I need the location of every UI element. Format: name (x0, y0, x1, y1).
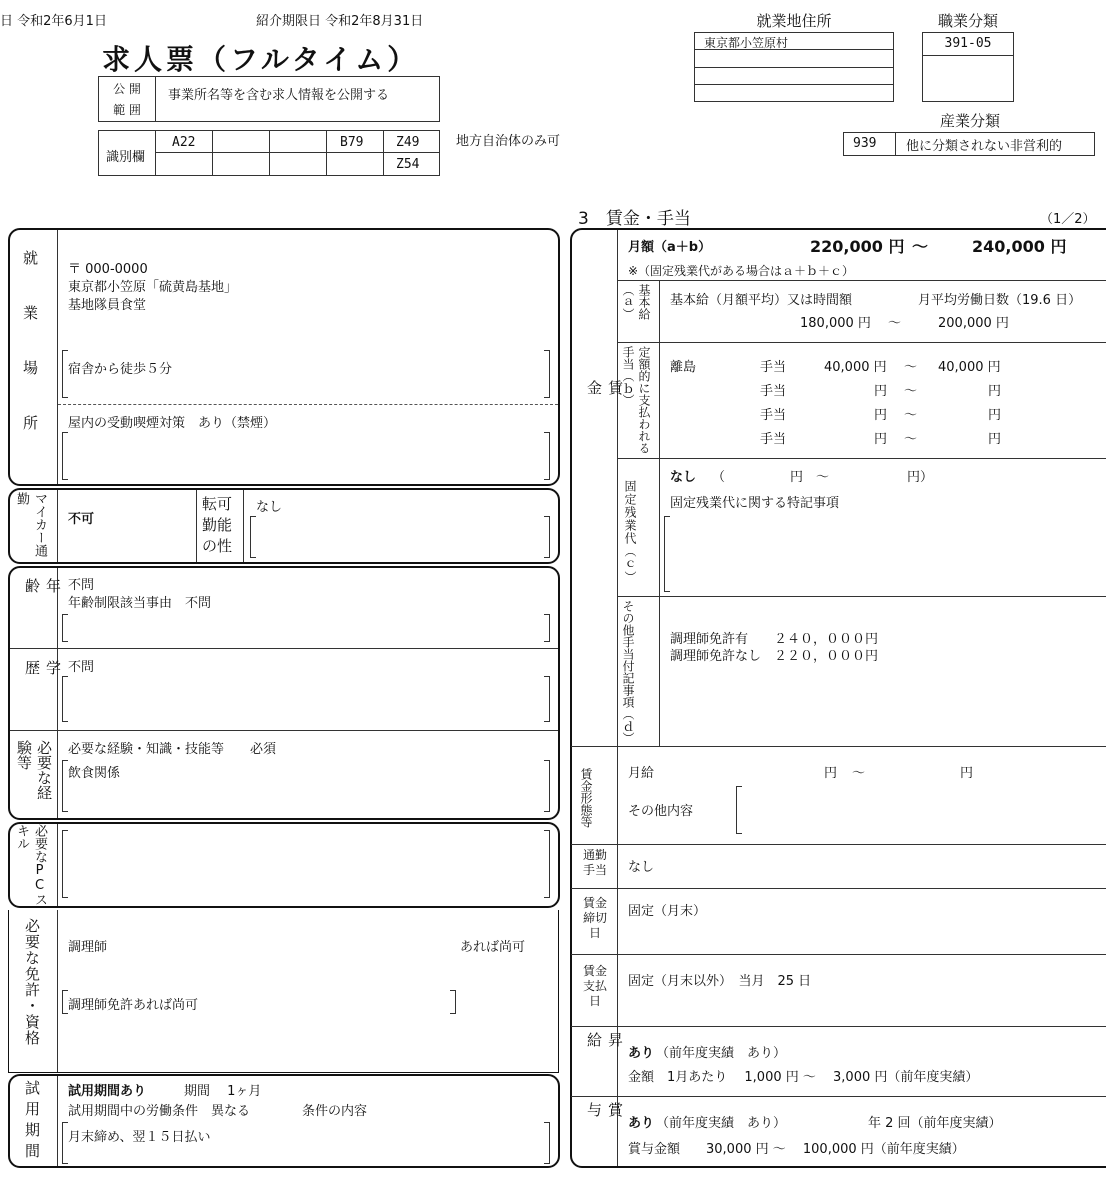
allowance-max: 円 (988, 408, 1002, 423)
base-label: 基本給（ａ） (621, 284, 651, 320)
allowance-unit: 手当 (760, 432, 787, 447)
base-max: 200,000 円 (938, 316, 1009, 331)
experience-requirement: 必要な経験・知識・技能等 必須 (68, 742, 277, 757)
base-tilde: 〜 (888, 316, 902, 331)
workplace-address-2: 基地隊員食堂 (68, 298, 147, 313)
trial-detail: 月末締め、翌１５日払い (68, 1130, 211, 1145)
disclosure-label: 公 開 (113, 82, 141, 96)
wage-form-yen-2: 円 (960, 766, 974, 781)
allowance-max: 円 (988, 432, 1002, 447)
disclosure-value: 事業所名等を含む求人情報を公開する (168, 88, 390, 103)
base-days: 月平均労働日数（19.6 日） (918, 293, 1082, 308)
id-code: Z49 (396, 135, 420, 150)
workplace-address-1: 東京都小笠原「硫黄島基地」 (68, 280, 238, 295)
pc-skill-label: 必要なPCスキル (14, 824, 47, 906)
closing-value: 固定（月末） (628, 904, 707, 919)
license-condition: あれば尚可 (460, 940, 526, 955)
raise-label: 昇給 (585, 1032, 624, 1065)
wage-form-tilde: 〜 (852, 766, 866, 781)
raise-amount: 金額 1月あたり 1,000 円 〜 3,000 円（前年度実績） (628, 1070, 979, 1085)
monthly-max: 240,000 円 (972, 237, 1067, 256)
monthly-min: 220,000 円 (810, 237, 905, 256)
workplace-address: 東京都小笠原村 (704, 36, 789, 50)
industry-code: 939 (853, 136, 877, 151)
allowance-tilde: 〜 (904, 384, 918, 399)
age-value: 不問 (68, 578, 95, 593)
overtime-value: なし (670, 470, 697, 485)
allowance-tilde: 〜 (904, 360, 918, 375)
wage-label: 賃金 (585, 380, 624, 580)
bonus-value: あり (628, 1116, 655, 1131)
age-label: 年齢 (23, 578, 62, 613)
trial-label: 試用期間 (23, 1080, 41, 1164)
commute-value: なし (628, 860, 655, 875)
car-commute-value: 不可 (68, 512, 95, 527)
license-note: 調理師免許あれば尚可 (68, 998, 199, 1013)
payday-label: 賃金支払日 (582, 964, 607, 1008)
allowance-unit: 手当 (760, 384, 787, 399)
local-gov-note: 地方自治体のみ可 (456, 134, 561, 149)
id-label: 識別欄 (106, 150, 146, 165)
other-label: その他手当付記事項（ｄ） (621, 600, 635, 744)
bonus-times: 年 2 回（前年度実績） (868, 1116, 1002, 1131)
license-label: 必要な免許・資格 (23, 918, 41, 1046)
allowance-unit: 手当 (760, 360, 787, 375)
commute-label: 通勤手当 (582, 848, 607, 877)
page-title: 求人票（フルタイム） (102, 43, 420, 76)
allowance-max: 40,000 円 (938, 360, 1001, 375)
closing-label: 賃金締切日 (582, 896, 607, 940)
raise-value: あり (628, 1046, 655, 1061)
overtime-note: 固定残業代に関する特記事項 (670, 496, 840, 511)
referral-limit: 紹介期限日 令和2年8月31日 (256, 14, 424, 29)
monthly-tilde: 〜 (912, 237, 929, 256)
occupation-code: 391-05 (944, 36, 992, 51)
bonus-record: （前年度実績 あり） (656, 1116, 787, 1131)
id-code: A22 (172, 135, 196, 150)
base-min: 180,000 円 (800, 316, 871, 331)
monthly-note: ※（固定残業代がある場合はａ＋ｂ＋ｃ） (628, 264, 855, 278)
pc-skill-section (8, 822, 560, 908)
bonus-label: 賞与 (585, 1102, 624, 1139)
raise-record: （前年度実績 あり） (656, 1046, 787, 1061)
disclosure-label-2: 範 囲 (113, 103, 141, 117)
id-code: B79 (340, 135, 364, 150)
license-name: 調理師 (68, 940, 108, 955)
allowance-min: 円 (874, 432, 888, 447)
age-reason: 年齢制限該当事由 不問 (68, 596, 212, 611)
page-number: （1／2） (1040, 212, 1096, 227)
industry-name: 他に分類されない非営利的 (906, 139, 1063, 154)
postal-code: 〒 000-0000 (68, 262, 148, 277)
allowance-name: 離島 (670, 360, 697, 375)
monthly-label: 月額（a＋b） (628, 240, 712, 255)
wage-form-monthly: 月給 (628, 766, 655, 781)
transfer-label: 転可勤能の性 (202, 495, 233, 555)
overtime-range: （ 円 〜 円） (712, 470, 934, 485)
allowance-tilde: 〜 (904, 408, 918, 423)
allowance-tilde: 〜 (904, 432, 918, 447)
education-label: 学歴 (23, 660, 62, 695)
education-value: 不問 (68, 660, 95, 675)
trial-value: 試用期間あり (68, 1084, 147, 1099)
other-line-2: 調理師免許なし ２２０，０００円 (670, 649, 879, 664)
reception-date: 日 令和2年6月1日 (0, 14, 107, 29)
id-code: Z54 (396, 157, 420, 172)
payday-value: 固定（月末以外） 当月 25 日 (628, 974, 812, 989)
overtime-label: 固定残業代（ｃ） (623, 480, 637, 584)
trial-period: 期間 1ヶ月 (184, 1084, 262, 1099)
wage-form-yen-1: 円 (824, 766, 838, 781)
experience-detail: 飲食関係 (68, 766, 121, 781)
occupation-label: 職業分類 (937, 12, 998, 30)
section-title: 3 賃金・手当 (578, 209, 691, 229)
bonus-amount: 賞与金額 30,000 円 〜 100,000 円（前年度実績） (628, 1142, 965, 1157)
wage-form-other: その他内容 (628, 804, 694, 819)
allowance-min: 円 (874, 408, 888, 423)
industry-label: 産業分類 (939, 112, 1000, 130)
allowance-min: 40,000 円 (824, 360, 887, 375)
trial-conditions: 試用期間中の労働条件 異なる 条件の内容 (68, 1104, 368, 1119)
other-line-1: 調理師免許有 ２４０，０００円 (670, 632, 879, 647)
workplace-access: 宿舎から徒歩５分 (68, 362, 173, 377)
car-commute-label: マイカー通勤 (14, 492, 47, 557)
experience-label: 必要な経験等 (15, 740, 53, 800)
transfer-value: なし (256, 500, 283, 515)
allowance-min: 円 (874, 384, 888, 399)
allowance-max: 円 (988, 384, 1002, 399)
allowance-unit: 手当 (760, 408, 787, 423)
workplace-label: 就業場所 (21, 250, 39, 470)
wage-form-label: 賃金形態等 (579, 768, 593, 828)
workplace-address-label: 就業地住所 (756, 12, 832, 30)
smoking-policy: 屋内の受動喫煙対策 あり（禁煙） (68, 416, 277, 431)
base-text: 基本給（月額平均）又は時間額 (670, 293, 853, 308)
allowance-label: 定額的に支払われる手当（ｂ） (621, 346, 651, 454)
